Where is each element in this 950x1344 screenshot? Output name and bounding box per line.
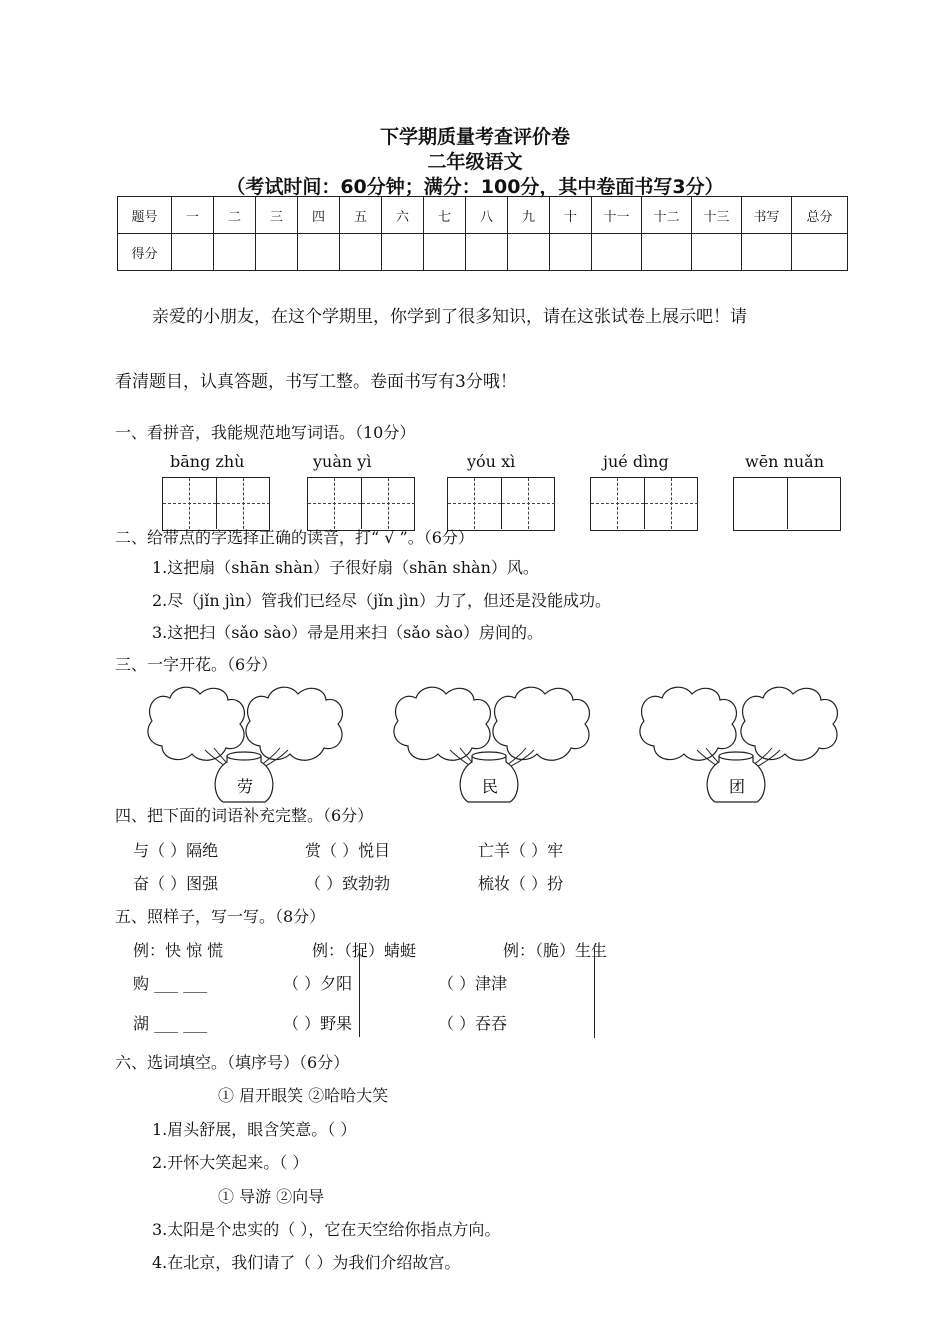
score-header-cell: 十二	[642, 197, 692, 234]
q5-heading: 五、照样子，写一写。（8分）	[115, 907, 326, 926]
q5-item: （ ）吞吞	[438, 1014, 508, 1033]
q4-heading: 四、把下面的词语补充完整。（6分）	[115, 806, 374, 825]
q5-item: （ ）野果	[283, 1014, 353, 1033]
q5-example: 例：快 惊 慌	[133, 941, 224, 960]
score-header-cell: 十	[550, 197, 592, 234]
q4-item: 亡羊（ ）牢	[478, 841, 564, 860]
q2-line-3: 3.这把扫（sǎo sào）帚是用来扫（sǎo sào）房间的。	[152, 623, 543, 642]
score-cell[interactable]	[692, 234, 742, 271]
q2-line-1: 1.这把扇（shān shàn）子很好扇（shān shàn）风。	[152, 558, 539, 577]
score-header-cell: 四	[298, 197, 340, 234]
column-divider	[594, 948, 595, 1038]
score-cell[interactable]	[550, 234, 592, 271]
score-header-cell: 总分	[792, 197, 848, 234]
grade-subject: 二年级语文	[427, 151, 523, 173]
score-header-cell: 五	[340, 197, 382, 234]
score-cell[interactable]	[382, 234, 424, 271]
flower-vases-figure	[0, 680, 950, 810]
writing-grid-3[interactable]	[447, 477, 555, 531]
q5-item: 湖 ___ ___	[133, 1014, 208, 1033]
vase-char-1: 劳	[236, 777, 254, 796]
q6-options-2: ① 导游 ②向导	[218, 1187, 325, 1206]
score-header-cell: 七	[424, 197, 466, 234]
q6-line-1: 1.眉头舒展，眼含笑意。（ ）	[152, 1120, 357, 1139]
q5-item: 购 ___ ___	[133, 974, 208, 993]
pinyin-2: yuàn yì	[313, 452, 372, 471]
writing-grid-5[interactable]	[733, 477, 841, 531]
score-header-cell: 八	[466, 197, 508, 234]
score-header-row	[118, 197, 848, 234]
writing-grid-2[interactable]	[307, 477, 415, 531]
q5-example: 例：（捉）蜻蜓	[312, 941, 417, 960]
q6-line-3: 3.太阳是个忠实的（ ），它在天空给你指点方向。	[152, 1220, 501, 1239]
score-cell[interactable]	[592, 234, 642, 271]
score-header-cell: 十一	[592, 197, 642, 234]
score-header-cell: 十三	[692, 197, 742, 234]
vase-char-2: 民	[481, 777, 499, 796]
score-cell[interactable]	[172, 234, 214, 271]
writing-grid-4[interactable]	[590, 477, 698, 531]
q5-item: （ ）津津	[438, 974, 508, 993]
score-cell[interactable]	[298, 234, 340, 271]
pinyin-3: yóu xì	[467, 452, 516, 471]
score-header-cell: 题号	[118, 197, 172, 234]
q6-line-2: 2.开怀大笑起来。（ ）	[152, 1153, 309, 1172]
q4-item: （ ）致勃勃	[305, 874, 391, 893]
vase-char-3: 团	[728, 777, 746, 796]
intro-line-2: 看清题目，认真答题，书写工整。卷面书写有3分哦！	[115, 372, 517, 392]
q4-item: 赏（ ）悦目	[305, 841, 391, 860]
score-cell[interactable]	[466, 234, 508, 271]
q5-item: （ ）夕阳	[283, 974, 353, 993]
score-cell[interactable]	[508, 234, 550, 271]
score-label-cell: 得分	[118, 234, 172, 271]
q4-item: 与（ ）隔绝	[133, 841, 219, 860]
score-row	[118, 234, 848, 271]
score-cell[interactable]	[214, 234, 256, 271]
score-header-cell: 一	[172, 197, 214, 234]
exam-title: 下学期质量考查评价卷	[379, 126, 570, 148]
q6-options-1: ① 眉开眼笑 ②哈哈大笑	[218, 1086, 389, 1105]
q6-heading: 六、选词填空。（填序号）（6分）	[115, 1053, 350, 1072]
score-header-cell: 九	[508, 197, 550, 234]
q2-line-2: 2.尽（jǐn jìn）管我们已经尽（jǐn jìn）力了，但还是没能成功。	[152, 591, 611, 610]
score-table	[117, 196, 848, 271]
score-header-cell: 三	[256, 197, 298, 234]
score-header-cell: 书写	[742, 197, 792, 234]
pinyin-1: bāng zhù	[170, 452, 245, 471]
pinyin-5: wēn nuǎn	[745, 452, 825, 471]
score-cell[interactable]	[256, 234, 298, 271]
q2-heading: 二、给带点的字选择正确的读音，打“ √ ”。（6分）	[115, 528, 474, 547]
score-cell[interactable]	[792, 234, 848, 271]
q5-example: 例：（脆）生生	[503, 941, 608, 960]
writing-grid-1[interactable]	[162, 477, 270, 531]
q1-heading: 一、看拼音，我能规范地写词语。（10分）	[115, 423, 416, 442]
column-divider	[359, 945, 360, 1037]
score-header-cell: 二	[214, 197, 256, 234]
intro-line-1: 亲爱的小朋友，在这个学期里，你学到了很多知识，请在这张试卷上展示吧！请	[152, 307, 747, 327]
score-header-cell: 六	[382, 197, 424, 234]
score-cell[interactable]	[424, 234, 466, 271]
pinyin-4: jué dìng	[603, 452, 669, 471]
exam-info: （考试时间：60分钟；满分：100分，其中卷面书写3分）	[226, 176, 724, 198]
score-cell[interactable]	[340, 234, 382, 271]
q4-item: 奋（ ）图强	[133, 874, 219, 893]
q4-item: 梳妆（ ）扮	[478, 874, 564, 893]
q6-line-4: 4.在北京，我们请了（ ）为我们介绍故宫。	[152, 1253, 461, 1272]
score-cell[interactable]	[642, 234, 692, 271]
score-cell[interactable]	[742, 234, 792, 271]
q3-heading: 三、一字开花。（6分）	[115, 655, 278, 674]
